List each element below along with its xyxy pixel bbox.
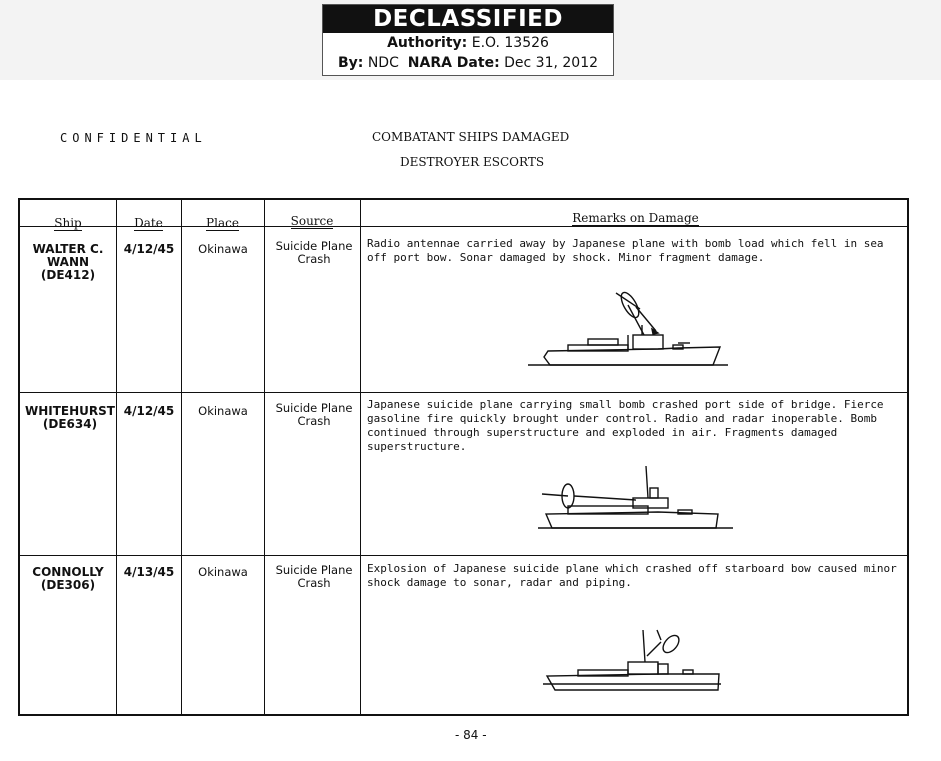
page-number: - 84 - <box>455 728 487 742</box>
table-row-3-ship <box>22 566 114 592</box>
table-row-2-ship <box>22 405 118 431</box>
ship-sketch-connolly <box>543 626 723 696</box>
hull-number: (DE634) <box>42 417 98 431</box>
ship-name: WALTER C. WANN <box>32 242 104 269</box>
table-row-1-ship <box>22 243 114 282</box>
table-row-3-remarks: Explosion of Japanese suicide plane which crashed off starboard bow caused minor shock damage to sonar, radar and piping. <box>367 562 897 589</box>
table-row-1-remarks: Radio antennae carried away by Japanese plane with bomb load which fell in sea off port bow. Sonar damaged by shock. Minor fragment damage. <box>367 237 884 264</box>
ship-name: CONNOLLY <box>32 565 104 579</box>
hull-number: (DE306) <box>40 578 96 592</box>
document-title: COMBATANT SHIPS DAMAGED <box>372 130 570 144</box>
stamp-by-date: By: NDC NARA Date: Dec 31, 2012 <box>337 55 599 71</box>
column-divider <box>181 200 182 714</box>
row-divider <box>20 392 907 393</box>
table-row-1-source: Suicide Plane Crash <box>275 239 353 266</box>
column-header-remarks: Remarks on Damage <box>572 211 699 225</box>
table-row-2-remarks: Japanese suicide plane carrying small bomb crashed port side of bridge. Fierce gasoline fire quickly brought under control. Radio and radar inoperable. Bomb continued through superstructure and exploded in air. Fragments damaged superstructure. <box>367 398 884 453</box>
table-row-3-date: 4/13/45 <box>123 565 175 579</box>
table-row-2-place: Okinawa <box>198 404 248 418</box>
column-divider <box>264 200 265 714</box>
document-subtitle: DESTROYER ESCORTS <box>400 155 545 169</box>
row-divider <box>20 555 907 556</box>
column-header-date: Date <box>134 216 163 230</box>
stamp-title: DECLASSIFIED <box>323 5 613 33</box>
table-row-2-date: 4/12/45 <box>123 404 175 418</box>
table-row-2-source: Suicide Plane Crash <box>275 401 353 428</box>
column-header-ship: Ship <box>54 216 82 230</box>
ship-sketch-walter-c-wann <box>528 285 728 375</box>
table-row-3-source: Suicide Plane Crash <box>275 563 353 590</box>
column-header-source: Source <box>290 214 334 228</box>
table-row-1-date: 4/12/45 <box>123 242 175 256</box>
column-divider <box>360 200 361 714</box>
column-divider <box>116 200 117 714</box>
classification-label: CONFIDENTIAL <box>60 131 207 145</box>
hull-number: (DE412) <box>40 268 96 282</box>
stamp-authority: Authority: E.O. 13526 <box>387 35 549 51</box>
table-row-3-place: Okinawa <box>198 565 248 579</box>
declassified-stamp <box>322 4 614 76</box>
ship-sketch-whitehurst <box>538 462 738 537</box>
table-row-1-place: Okinawa <box>198 242 248 256</box>
ship-name: WHITEHURST <box>25 404 115 418</box>
damage-table <box>18 198 909 716</box>
column-header-place: Place <box>206 216 239 230</box>
